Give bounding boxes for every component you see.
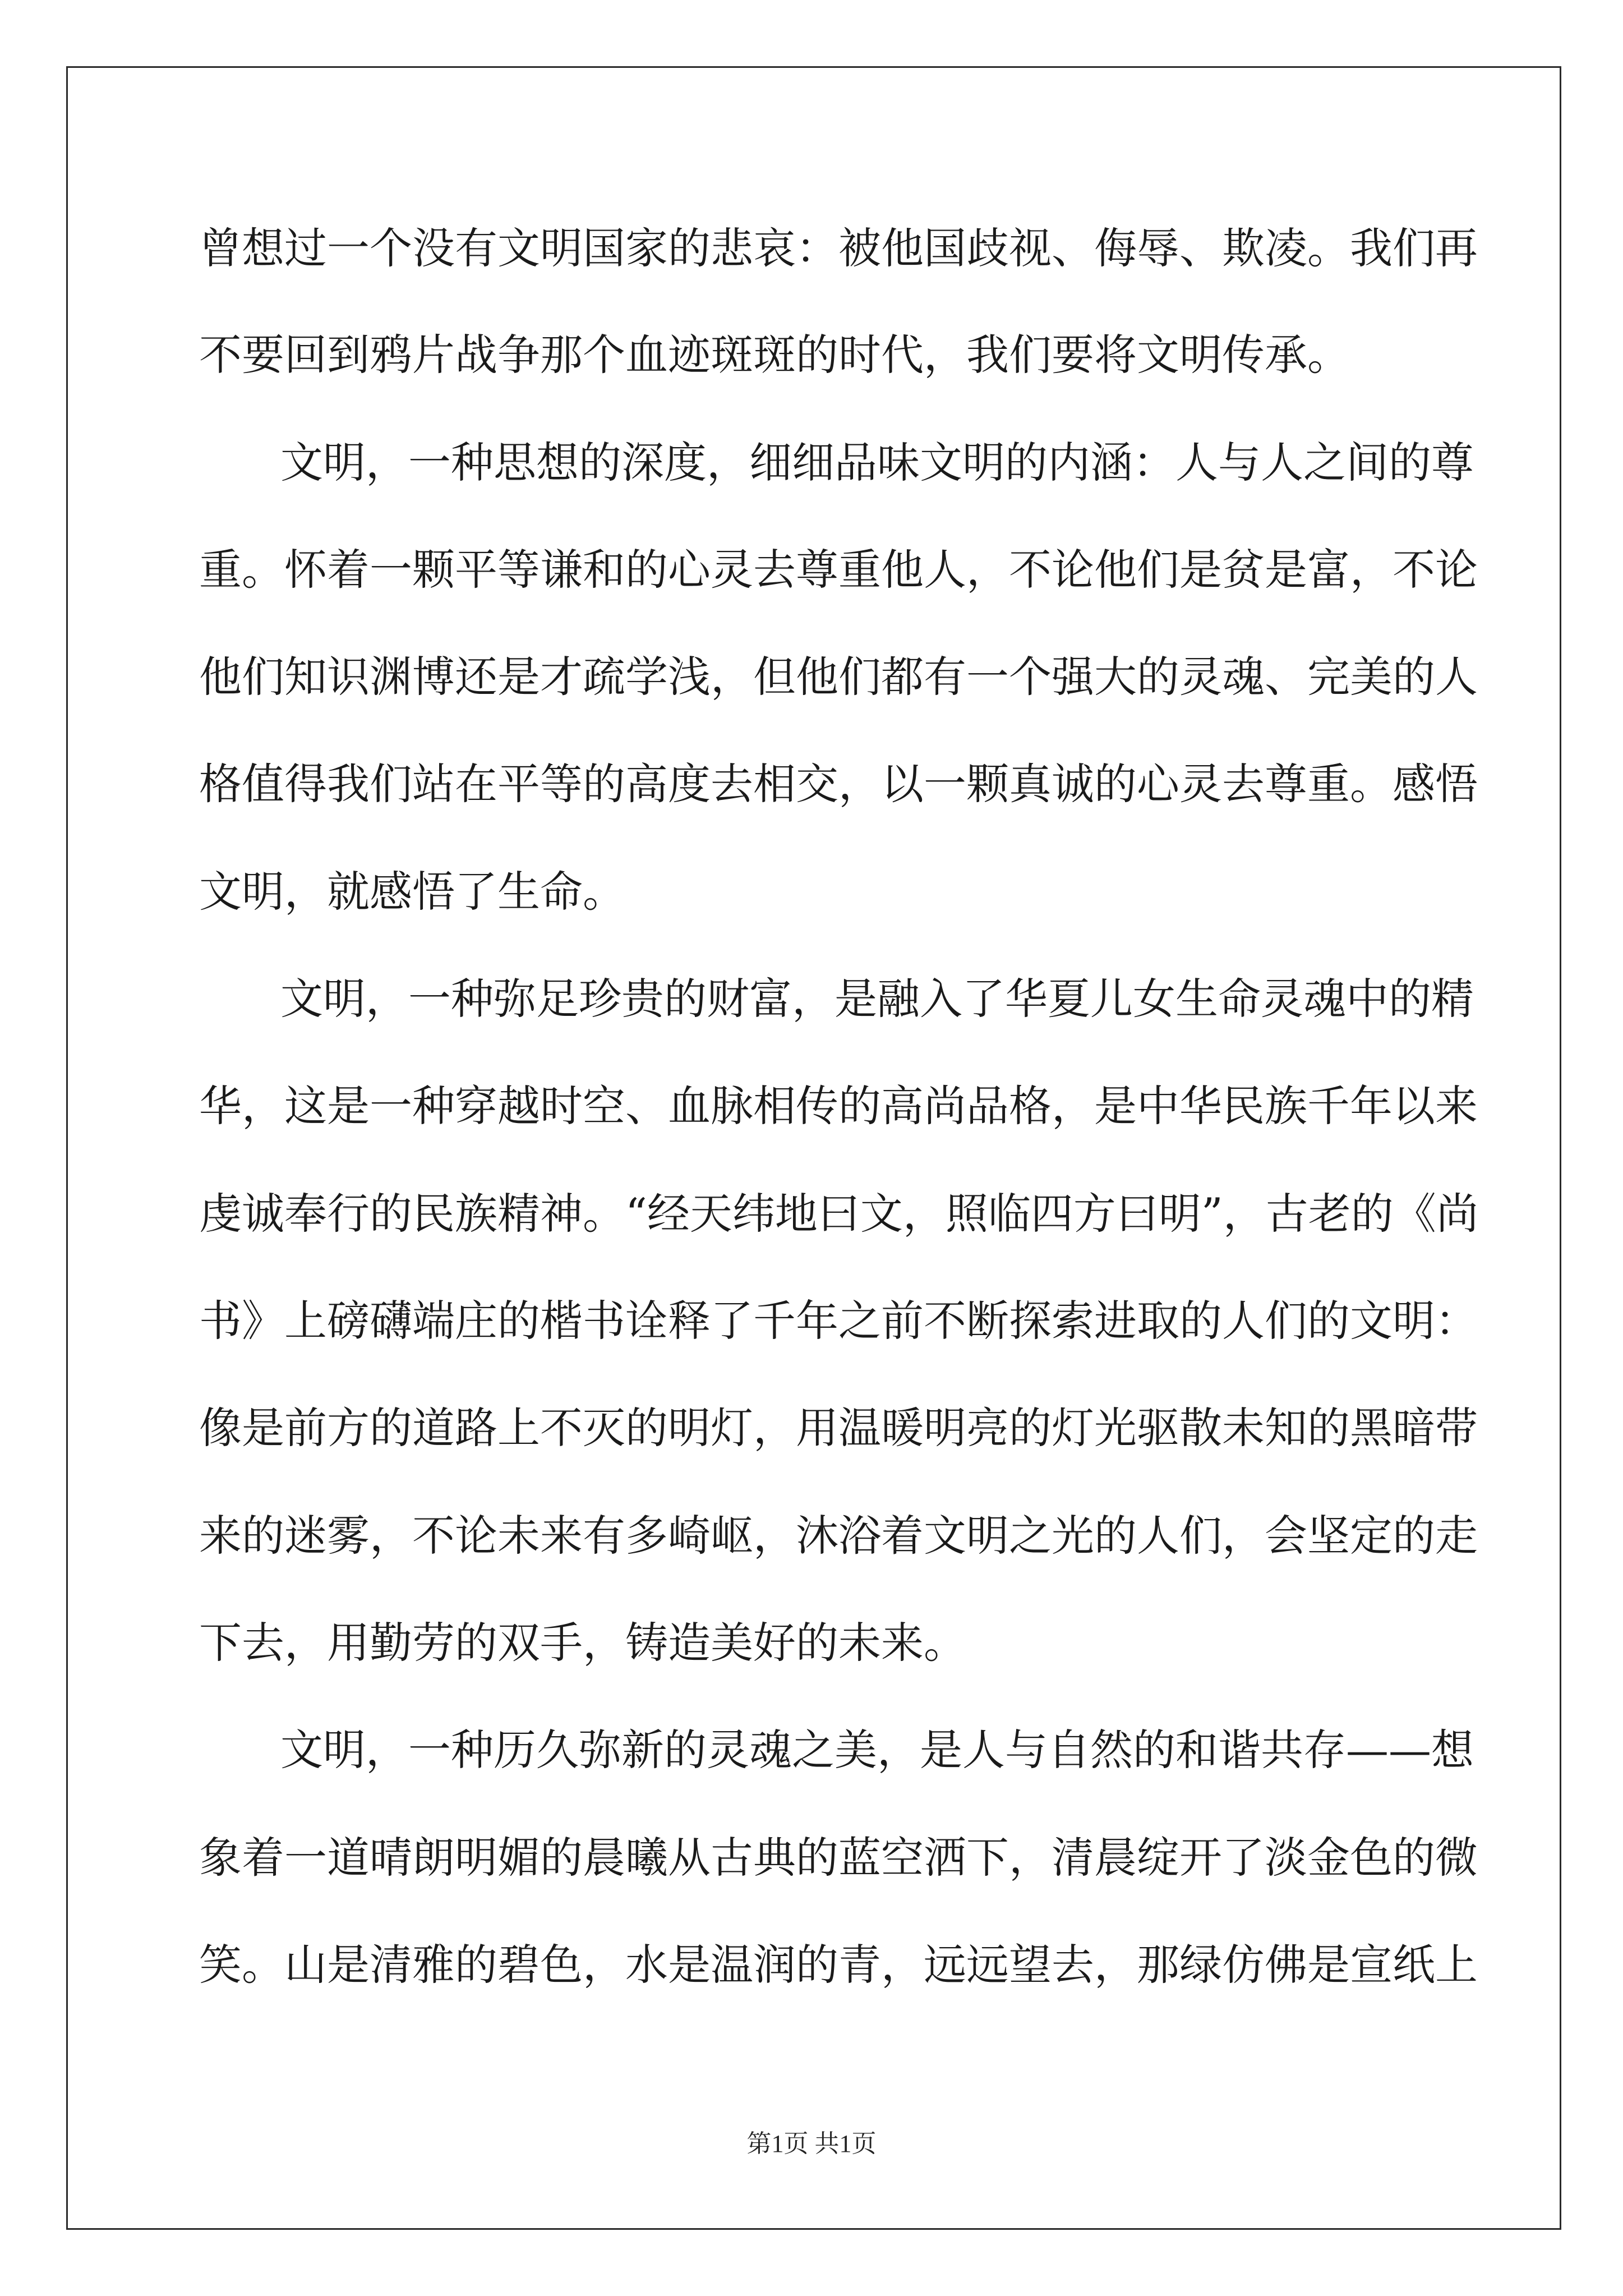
paragraph-start-line: 文明，一种历久弥新的灵魂之美，是人与自然的和谐共存——想 bbox=[280, 1725, 1474, 1775]
text-line: 象着一道晴朗明媚的晨曦从古典的蓝空洒下，清晨绽开了淡金色的微 bbox=[199, 1833, 1478, 1883]
text-line: 重。怀着一颗平等谦和的心灵去尊重他人，不论他们是贫是富，不论 bbox=[199, 545, 1478, 595]
text-line: 虔诚奉行的民族精神。“经天纬地曰文，照临四方曰明”，古老的《尚 bbox=[199, 1189, 1479, 1239]
document-body bbox=[199, 0, 1479, 2076]
text-line: 来的迷雾，不论未来有多崎岖，沐浴着文明之光的人们，会坚定的走 bbox=[199, 1511, 1478, 1561]
text-line: 文明，就感悟了生命。 bbox=[199, 867, 625, 917]
paragraph-start-line: 文明，一种弥足珍贵的财富，是融入了华夏儿女生命灵魂中的精 bbox=[280, 974, 1474, 1024]
paragraph-start-line: 文明，一种思想的深度，细细品味文明的内涵：人与人之间的尊 bbox=[280, 438, 1474, 487]
text-line: 书》上磅礴端庄的楷书诠释了千年之前不断探索进取的人们的文明： bbox=[199, 1296, 1478, 1346]
text-line: 格值得我们站在平等的高度去相交，以一颗真诚的心灵去尊重。感悟 bbox=[199, 759, 1478, 809]
text-line: 华，这是一种穿越时空、血脉相传的高尚品格，是中华民族千年以来 bbox=[199, 1081, 1478, 1131]
page-number-footer: 第1页 共1页 bbox=[746, 2130, 877, 2157]
text-line: 笑。山是清雅的碧色，水是温润的青，远远望去，那绿仿佛是宣纸上 bbox=[199, 1940, 1478, 1990]
text-line: 曾想过一个没有文明国家的悲哀：被他国歧视、侮辱、欺凌。我们再 bbox=[199, 223, 1478, 273]
text-line: 下去，用勤劳的双手，铸造美好的未来。 bbox=[199, 1618, 966, 1668]
text-line: 像是前方的道路上不灭的明灯，用温暖明亮的灯光驱散未知的黑暗带 bbox=[199, 1403, 1478, 1453]
text-line: 他们知识渊博还是才疏学浅，但他们都有一个强大的灵魂、完美的人 bbox=[199, 652, 1478, 702]
text-line: 不要回到鸦片战争那个血迹斑斑的时代，我们要将文明传承。 bbox=[199, 330, 1350, 380]
